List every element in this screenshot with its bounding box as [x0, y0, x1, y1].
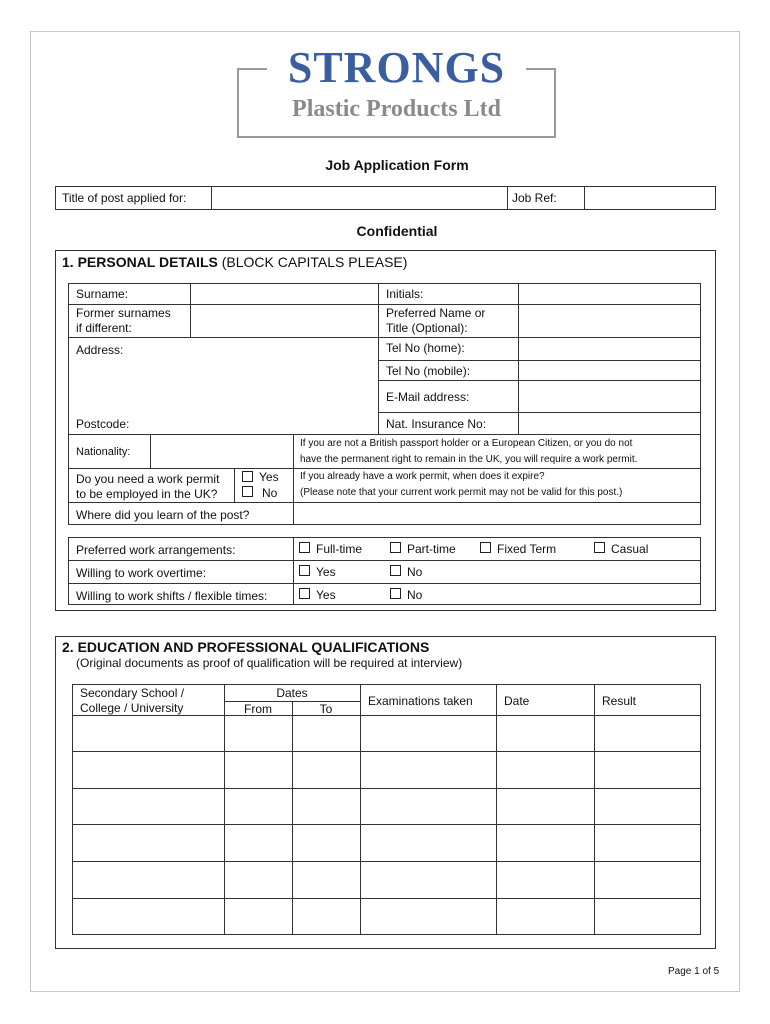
overtime-no-checkbox[interactable]: [390, 565, 401, 576]
initials-field[interactable]: [520, 285, 699, 303]
full-time-label: Full-time: [316, 542, 363, 556]
form-title: Job Application Form: [325, 157, 469, 173]
tel-mobile-field[interactable]: [520, 362, 699, 379]
education-row-6[interactable]: [73, 899, 700, 934]
ni-label: Nat. Insurance No:: [386, 417, 487, 431]
permit-question-2: to be employed in the UK?: [76, 487, 218, 501]
learn-post-field[interactable]: [295, 504, 699, 524]
education-heading: 2. EDUCATION AND PROFESSIONAL QUALIFICATIONS: [62, 639, 430, 655]
casual-checkbox[interactable]: [594, 542, 605, 553]
education-row-5[interactable]: [73, 862, 700, 897]
passport-note-1: If you are not a British passport holder or a European Citizen, or you do not: [300, 438, 633, 449]
learn-post-label: Where did you learn of the post?: [76, 508, 250, 522]
col-result-header: Result: [602, 694, 637, 708]
post-title-field[interactable]: [213, 188, 505, 208]
nationality-field[interactable]: [152, 436, 291, 467]
part-time-label: Part-time: [407, 542, 456, 556]
preferred-name-label-1: Preferred Name or: [386, 306, 486, 320]
col-to-header: To: [319, 702, 333, 716]
former-surnames-label-2: if different:: [76, 321, 132, 335]
permit-no-label: No: [262, 486, 278, 500]
tel-home-field[interactable]: [520, 339, 699, 359]
col-date-header: Date: [504, 694, 530, 708]
tel-home-label: Tel No (home):: [386, 341, 465, 355]
shifts-no-label: No: [407, 588, 423, 602]
part-time-checkbox[interactable]: [390, 542, 401, 553]
col-from-header: From: [244, 702, 272, 716]
address-label: Address:: [76, 343, 124, 357]
confidential-heading: Confidential: [356, 223, 438, 239]
overtime-no-label: No: [407, 565, 423, 579]
surname-label: Surname:: [76, 287, 129, 301]
shifts-yes-checkbox[interactable]: [299, 588, 310, 599]
fixed-term-checkbox[interactable]: [480, 542, 491, 553]
overtime-label: Willing to work overtime:: [76, 566, 207, 580]
casual-label: Casual: [611, 542, 649, 556]
permit-note-2: (Please note that your current work permit may not be valid for this post.): [300, 487, 623, 498]
email-label: E-Mail address:: [386, 390, 470, 404]
preferred-name-label-2: Title (Optional):: [386, 321, 468, 335]
nationality-label: Nationality:: [76, 446, 131, 458]
education-row-4[interactable]: [73, 825, 700, 860]
permit-note-1: If you already have a work permit, when does it expire?: [300, 471, 545, 482]
shifts-no-checkbox[interactable]: [390, 588, 401, 599]
passport-note-2: have the permanent right to remain in the UK, you will require a work permit.: [300, 454, 638, 465]
education-row-2[interactable]: [73, 752, 700, 787]
education-row-1[interactable]: [73, 716, 700, 750]
fixed-term-label: Fixed Term: [497, 542, 557, 556]
surname-field[interactable]: [192, 285, 376, 303]
education-row-3[interactable]: [73, 789, 700, 823]
shifts-yes-label: Yes: [316, 588, 336, 602]
permit-yes-label: Yes: [259, 470, 279, 484]
tel-mobile-label: Tel No (mobile):: [386, 364, 471, 378]
logo-sub-text: Plastic Products Ltd: [292, 96, 501, 122]
col-exams-header: Examinations taken: [368, 694, 473, 708]
overtime-yes-label: Yes: [316, 565, 336, 579]
email-field[interactable]: [520, 382, 699, 411]
postcode-label: Postcode:: [76, 417, 130, 431]
col-dates-header: Dates: [276, 686, 308, 700]
permit-yes-checkbox[interactable]: [242, 471, 253, 482]
permit-no-checkbox[interactable]: [242, 486, 253, 497]
initials-label: Initials:: [386, 287, 424, 301]
job-ref-label: Job Ref:: [512, 191, 557, 205]
arrangements-label: Preferred work arrangements:: [76, 543, 236, 557]
logo-main-text: STRONGS: [287, 43, 506, 92]
ni-field[interactable]: [520, 414, 699, 433]
col-school-header-2: College / University: [80, 701, 184, 715]
address-field[interactable]: [70, 358, 376, 414]
job-ref-field[interactable]: [586, 188, 714, 208]
col-school-header-1: Secondary School /: [80, 686, 185, 700]
page-number: Page 1 of 5: [668, 966, 720, 977]
personal-details-heading: 1. PERSONAL DETAILS (BLOCK CAPITALS PLEASE): [62, 254, 408, 270]
post-title-label: Title of post applied for:: [62, 191, 187, 205]
preferred-name-field[interactable]: [520, 306, 699, 336]
shifts-label: Willing to work shifts / flexible times:: [76, 589, 268, 603]
overtime-yes-checkbox[interactable]: [299, 565, 310, 576]
full-time-checkbox[interactable]: [299, 542, 310, 553]
former-surnames-field[interactable]: [192, 306, 376, 336]
education-subheading: (Original documents as proof of qualification will be required at interview): [76, 656, 463, 670]
former-surnames-label-1: Former surnames: [76, 306, 171, 320]
permit-question-1: Do you need a work permit: [76, 472, 220, 486]
